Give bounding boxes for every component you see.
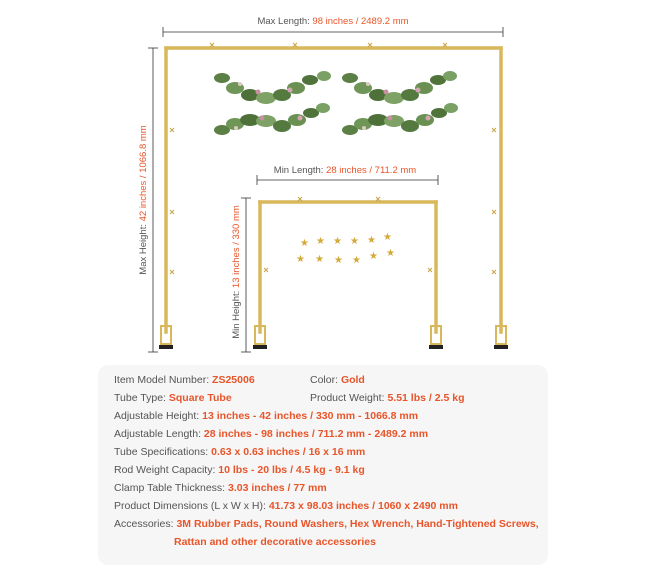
tube-type-label: Tube Type: (114, 392, 166, 404)
max-length-dimension (163, 16, 503, 37)
dimensions-label: Product Dimensions (L x W x H): (114, 500, 266, 512)
spec-tube-type-row (114, 389, 232, 407)
star-icon: ★ (386, 248, 395, 259)
spec-adjustable-length-row (114, 425, 428, 443)
adjustable-height-label: Adjustable Height: (114, 410, 200, 422)
color-value: Gold (340, 374, 365, 386)
small-frame-joints (264, 197, 432, 272)
svg-text:Min Height: 13 inches / (231, 205, 242, 339)
garland-right-bottom (342, 103, 458, 135)
star-icon: ★ (383, 232, 392, 243)
specifications-panel (98, 365, 548, 565)
accessories-label: Accessories: (114, 518, 174, 530)
min-height-label: Min Height: (231, 290, 242, 339)
star-icon: ★ (350, 236, 359, 247)
max-length-label: Max Length: (257, 16, 310, 27)
star-garland-decoration (296, 232, 395, 266)
star-icon: ★ (300, 238, 309, 249)
adjustable-length-value: 28 inches - 98 inches / 711.2 mm - 2489.2 mm (203, 428, 429, 440)
small-frame (260, 202, 436, 332)
weight-value: 5.51 lbs / 2.5 kg (387, 392, 465, 404)
garland-left-bottom (214, 103, 330, 135)
star-icon: ★ (296, 254, 305, 265)
max-height-value: 42 inches / 1066.8 mm (138, 125, 149, 222)
tube-specifications-label: Tube Specifications: (114, 446, 209, 458)
rod-capacity-value: 10 lbs - 20 lbs / 4.5 kg - 9.1 kg (218, 464, 365, 476)
min-length-value: 28 inches / 711.2 mm (326, 165, 417, 176)
spec-dimensions-row (114, 497, 458, 515)
dimensions-value: 41.73 x 98.03 inches / 1060 x 2490 mm (268, 500, 458, 512)
garland-left-top (214, 71, 331, 104)
star-icon: ★ (369, 251, 378, 262)
adjustable-length-label: Adjustable Length: (114, 428, 201, 440)
spec-weight-row (310, 389, 464, 407)
large-frame (166, 48, 501, 332)
rattan-garland-decoration (214, 71, 458, 135)
spec-clamp-thickness-row (114, 479, 327, 497)
spec-tube-specifications-row (114, 443, 365, 461)
min-height-dimension (231, 198, 251, 352)
spec-color-row (310, 371, 365, 389)
max-height-label: Max Height: (138, 224, 149, 275)
color-label: Color: (310, 374, 339, 386)
spec-rod-capacity-row (114, 461, 365, 479)
accessories-value-line2: Rattan and other decorative accessories (174, 536, 376, 548)
rod-capacity-label: Rod Weight Capacity: (114, 464, 216, 476)
tube-type-value: Square Tube (168, 392, 232, 404)
model-label: Item Model Number: (114, 374, 210, 386)
spec-accessories-row-continued (174, 533, 376, 551)
tube-specifications-value: 0.63 x 0.63 inches / 16 x 16 mm (211, 446, 366, 458)
star-icon: ★ (352, 255, 361, 266)
clamp-thickness-label: Clamp Table Thickness: (114, 482, 226, 494)
min-height-value: 13 inches / 330 mm (231, 205, 242, 289)
accessories-value-line1: 3M Rubber Pads, Round Washers, Hex Wrench, Hand-Tightened Screws, (176, 518, 539, 530)
garland-right-top (342, 71, 457, 104)
svg-text:Min Length: 28 inches / (274, 165, 417, 176)
max-height-dimension (138, 48, 158, 352)
star-icon: ★ (334, 255, 343, 266)
clamp-thickness-value: 3.03 inches / 77 mm (228, 482, 327, 494)
min-length-label: Min Length: (273, 165, 324, 176)
min-length-dimension (257, 165, 438, 185)
spec-accessories-row (114, 515, 539, 533)
spec-model-row (114, 371, 255, 389)
star-icon: ★ (315, 254, 324, 265)
svg-text:Max Height: 42 inches / (138, 125, 149, 275)
adjustable-height-value: 13 inches - 42 inches / 330 mm - 1066.8 mm (202, 410, 419, 422)
svg-text:Max Length: 98 inches / (257, 16, 408, 27)
star-icon: ★ (367, 235, 376, 246)
star-icon: ★ (316, 236, 325, 247)
max-length-value: 98 inches / 2489.2 mm (312, 16, 409, 27)
model-value: ZS25006 (212, 374, 255, 386)
weight-label: Product Weight: (310, 392, 385, 404)
star-icon: ★ (333, 236, 342, 247)
spec-adjustable-height-row (114, 407, 418, 425)
